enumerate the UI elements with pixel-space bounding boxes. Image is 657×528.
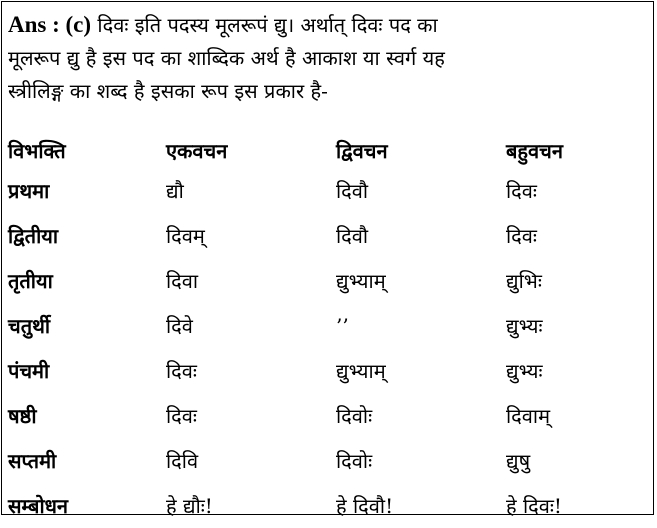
case-name: सम्बोधन <box>8 494 69 518</box>
case-name: चतुर्थी <box>8 314 51 338</box>
case-name: द्वितीया <box>8 224 59 248</box>
plural-form: दिवः <box>506 179 537 203</box>
singular-form: हे द्यौः! <box>166 494 213 518</box>
singular-form: दिवे <box>166 314 193 338</box>
dual-form: दिवोः <box>336 404 373 428</box>
header-vibhakti: विभक्ति <box>8 138 66 163</box>
singular-form: दिवः <box>166 359 197 383</box>
plural-form: दिवाम् <box>506 404 551 428</box>
answer-paragraph <box>8 8 646 108</box>
plural-form: द्युषु <box>506 449 531 473</box>
dual-form: द्युभ्याम् <box>336 269 386 293</box>
dual-form: हे दिवौ! <box>336 494 394 518</box>
plural-form: दिवः <box>506 224 537 248</box>
answer-line-2: मूलरूप द्यु है इस पद का शाब्दिक अर्थ है आकाश या स्वर्ग यह <box>8 46 445 70</box>
dual-form: दिवौ <box>336 179 369 203</box>
dual-form: ’’ <box>336 313 349 338</box>
singular-form: दिवः <box>166 404 197 428</box>
plural-form: हे दिवः! <box>506 494 562 518</box>
answer-prefix: Ans : (c) <box>8 12 92 37</box>
case-name: प्रथमा <box>8 179 50 203</box>
case-name: षष्ठी <box>8 404 37 428</box>
header-bahuvachan: बहुवचन <box>506 138 563 163</box>
answer-line-3: स्त्रीलिङ्ग का शब्द है इसका रूप इस प्रकार है- <box>8 79 328 103</box>
header-dvivachan: द्विवचन <box>336 138 388 163</box>
table-header-row <box>8 132 646 168</box>
singular-form: दिवम् <box>166 224 205 248</box>
case-name: तृतीया <box>8 269 53 293</box>
table-row <box>8 438 646 483</box>
table-row <box>8 258 646 303</box>
declension-table <box>8 132 646 528</box>
table-row <box>8 213 646 258</box>
plural-form: द्युभ्यः <box>506 359 543 383</box>
plural-form: द्युभ्यः <box>506 314 543 338</box>
case-name: सप्तमी <box>8 449 57 473</box>
singular-form: दिवा <box>166 269 199 293</box>
dual-form: दिवोः <box>336 449 373 473</box>
table-row <box>8 303 646 348</box>
table-row <box>8 393 646 438</box>
table-row <box>8 348 646 393</box>
header-ekavachan: एकवचन <box>166 138 228 163</box>
answer-line-1 <box>8 8 646 42</box>
dual-form: द्युभ्याम् <box>336 359 386 383</box>
table-row <box>8 483 646 528</box>
document-page <box>1 1 654 518</box>
table-row <box>8 168 646 213</box>
singular-form: दिवि <box>166 449 199 473</box>
case-name: पंचमी <box>8 359 50 383</box>
dual-form: दिवौ <box>336 224 369 248</box>
singular-form: द्यौ <box>166 179 184 203</box>
answer-text-1: दिवः इति पदस्य मूलरूपं द्यु। अर्थात् दिवः पद का <box>97 13 438 37</box>
plural-form: द्युभिः <box>506 269 542 293</box>
